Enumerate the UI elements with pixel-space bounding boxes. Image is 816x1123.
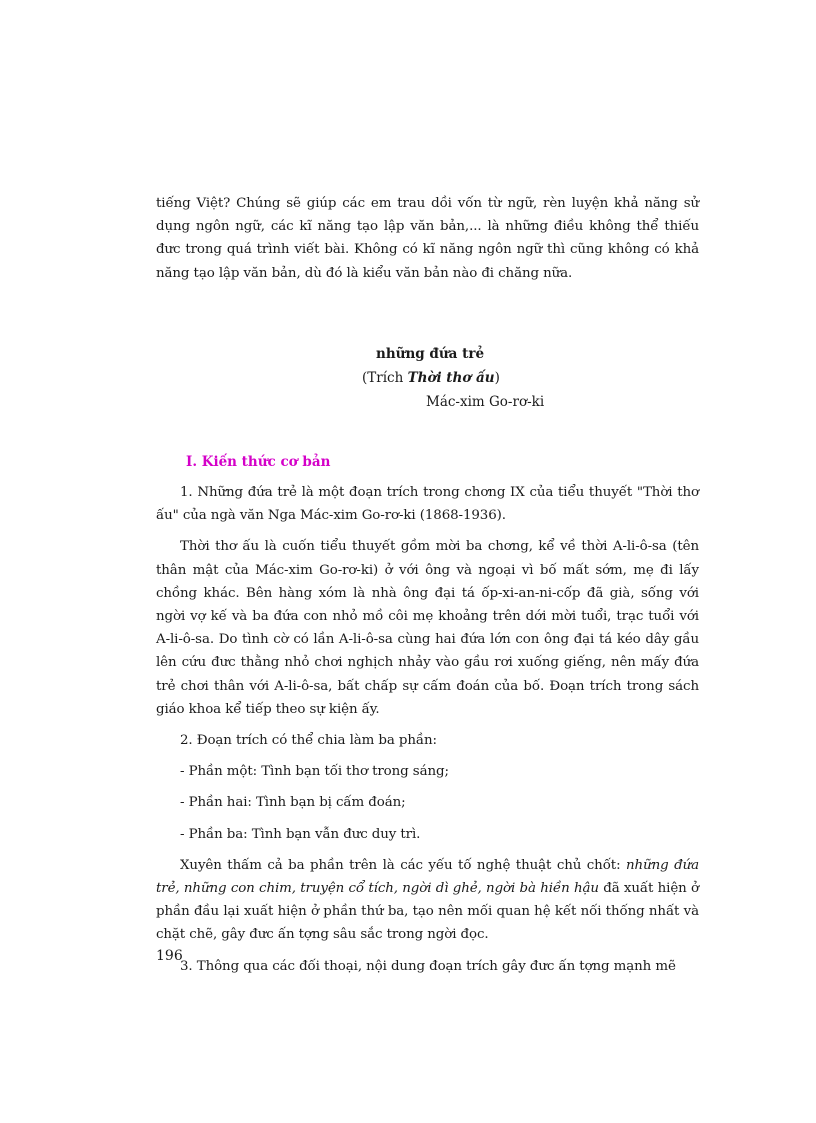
intro-section: [156, 192, 699, 285]
body-paragraph-4-start: Xuyên thấm cả ba phần trên là các yếu tố nghệ thuật chủ chốt:: [180, 857, 627, 873]
excerpt-title: những đứa trẻ: [376, 346, 485, 362]
list-item-part-3: - Phần ba: Tình bạn vẫn đưc duy trì.: [180, 826, 421, 842]
excerpt-source-prefix: (Trích: [362, 370, 408, 386]
body-paragraph-1: 1. Những đứa trẻ là một đoạn trích trong chơng IX của tiểu thuyết "Thời thơ ấu" của ngà văn Nga Mác-xim Go-rơ-ki (1868-1936).: [156, 485, 699, 524]
excerpt-author: Mác-xim Go-rơ-ki: [426, 394, 545, 410]
excerpt-source-work: Thời thơ ấu: [407, 370, 495, 386]
list-item-part-1: - Phần một: Tình bạn tối thơ trong sáng;: [180, 764, 449, 780]
intro-paragraph: tiếng Việt? Chúng sẽ giúp các em trau dồi vốn từ ngữ, rèn luyện khả năng sử dụng ngôn ngữ, các kĩ năng tạo lập văn bản,... là những điều không thể thiếu đưc trong quá trình viết bài. Không có kĩ năng ngôn ngữ thì cũng không có khả năng tạo lập văn bản, dù đó là kiểu văn bản nào đi chăng nữa.: [156, 196, 699, 281]
body-paragraph-4: [156, 854, 699, 947]
body-paragraph-5: 3. Thông qua các đối thoại, nội dung đoạn trích gây đưc ấn tợng mạnh mẽ: [180, 958, 676, 974]
body-paragraph-4-end: đã xuất hiện ở phần đầu lại xuất hiện ở phần thứ ba, tạo nên mối quan hệ kết nối thống nhất và chặt chẽ, gây đưc ấn tợng sâu sắc trong ngời đọc.: [156, 881, 699, 943]
body-paragraph-4-italic: những đứa trẻ, những con chim, truyện cổ tích, ngời dì ghẻ, ngời bà hiền hậu: [156, 857, 699, 897]
body-paragraph-2: Thời thơ ấu là cuốn tiểu thuyết gồm mời ba chơng, kể về thời A-li-ô-sa (tên thân mật của Mác-xim Go-rơ-ki) ở với ông và ngoại vì bố mất sớm, mẹ đi lấy chồng khác. Bên hàng xóm là nhà ông đại tá ốp-xi-an-ni-cốp đã già, sống với ngời vợ kế và ba đứa con nhỏ mồ côi mẹ khoảng trên dới mời tuổi, trạc tuổi với A-li-ô-sa. Do tình cờ có lần A-li-ô-sa cùng hai đứa lớn con ông đại tá kéo dây gầu lên cứu đưc thằng nhỏ chơi nghịch nhảy vào gầu rơi xuống giếng, nên mấy đứa trẻ chơi thân với A-li-ô-sa, bất chấp sự cấm đoán của bố. Đoạn trích trong sách giáo khoa kể tiếp theo sự kiện ấy.: [156, 539, 699, 717]
body-paragraph-3: 2. Đoạn trích có thể chia làm ba phần:: [180, 733, 437, 749]
page-content: [156, 192, 699, 974]
body-text: [156, 481, 699, 986]
excerpt-title-block: [156, 342, 699, 414]
excerpt-source: [156, 366, 699, 390]
section-heading: I. Kiến thức cơ bản: [186, 454, 331, 470]
excerpt-source-suffix: ): [494, 370, 500, 386]
list-item-part-2: - Phần hai: Tình bạn bị cấm đoán;: [180, 795, 406, 811]
page-number: 196: [156, 948, 183, 964]
